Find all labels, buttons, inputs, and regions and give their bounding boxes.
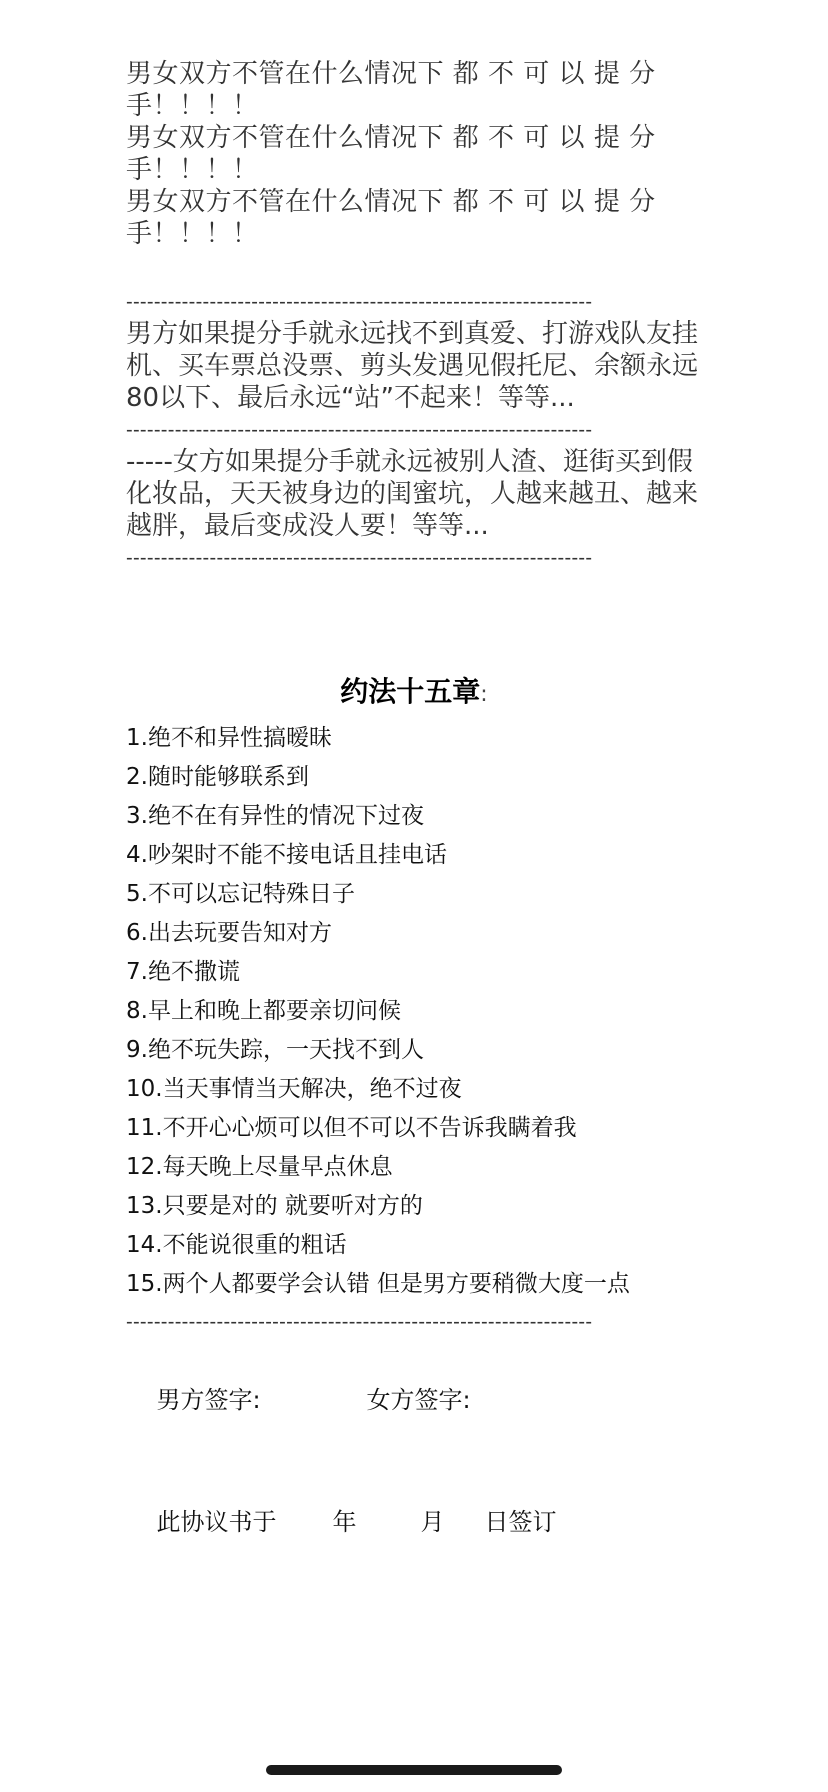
date-row	[126, 1462, 702, 1582]
rule-item: 13.只要是对的 就要听对方的	[126, 1193, 423, 1219]
rule-item: 14.不能说很重的粗话	[126, 1232, 347, 1258]
rule-item: 15.两个人都要学会认错 但是男方要稍微大度一点	[126, 1271, 630, 1297]
rule-item: 7.绝不撒谎	[126, 959, 240, 985]
male-signature-label: 男方签字:	[156, 1386, 261, 1414]
rule-item: 8.早上和晚上都要亲切问候	[126, 998, 401, 1024]
date-prefix: 此协议书于	[156, 1508, 277, 1536]
rules-title-colon: :	[480, 682, 488, 707]
date-month: 月	[420, 1508, 445, 1536]
rule-item: 10.当天事情当天解决，绝不过夜	[126, 1076, 462, 1102]
agreement-document	[126, 58, 702, 1582]
rule-item: 11.不开心心烦可以但不可以不告诉我瞒着我	[126, 1115, 577, 1141]
rules-title	[126, 672, 702, 715]
rule-item: 4.吵架时不能不接电话且挂电话	[126, 842, 447, 868]
separator: -------------------------------------------------------------------	[126, 419, 593, 441]
date-day: 日签订	[484, 1508, 557, 1536]
separator: -------------------------------------------------------------------	[126, 547, 593, 569]
separator: -------------------------------------------------------------------	[126, 1311, 593, 1333]
rule-item: 1.绝不和异性搞暧昧	[126, 725, 332, 751]
home-indicator[interactable]	[266, 1765, 562, 1775]
warning-line: 男女双方不管在什么情况下 都 不 可 以 提 分手！！！！	[126, 187, 656, 249]
female-curse-paragraph: -----女方如果提分手就永远被别人渣、逛街买到假化妆品，天天被身边的闺蜜坑，人越来越丑、越来越胖，最后变成没人要！等等...	[126, 447, 699, 541]
rule-item: 5.不可以忘记特殊日子	[126, 881, 355, 907]
rule-item: 6.出去玩要告知对方	[126, 920, 332, 946]
rules-list	[126, 719, 702, 1304]
rule-item: 3.绝不在有异性的情况下过夜	[126, 803, 424, 829]
male-curse-paragraph: 男方如果提分手就永远找不到真爱、打游戏队友挂机、买车票总没票、剪头发遇见假托尼、余额永远80以下、最后永远“站”不起来！等等...	[126, 319, 699, 413]
date-year: 年	[332, 1508, 357, 1536]
rule-item: 9.绝不玩失踪，一天找不到人	[126, 1037, 424, 1063]
rules-title-text: 约法十五章	[340, 675, 481, 708]
rule-item: 12.每天晚上尽量早点休息	[126, 1154, 393, 1180]
rule-item: 2.随时能够联系到	[126, 764, 309, 790]
warning-line: 男女双方不管在什么情况下 都 不 可 以 提 分手！！！！	[126, 123, 656, 185]
signature-row	[126, 1340, 702, 1460]
female-signature-label: 女方签字:	[366, 1386, 471, 1414]
separator: -------------------------------------------------------------------	[126, 291, 593, 313]
warning-line: 男女双方不管在什么情况下 都 不 可 以 提 分手！！！！	[126, 59, 656, 121]
